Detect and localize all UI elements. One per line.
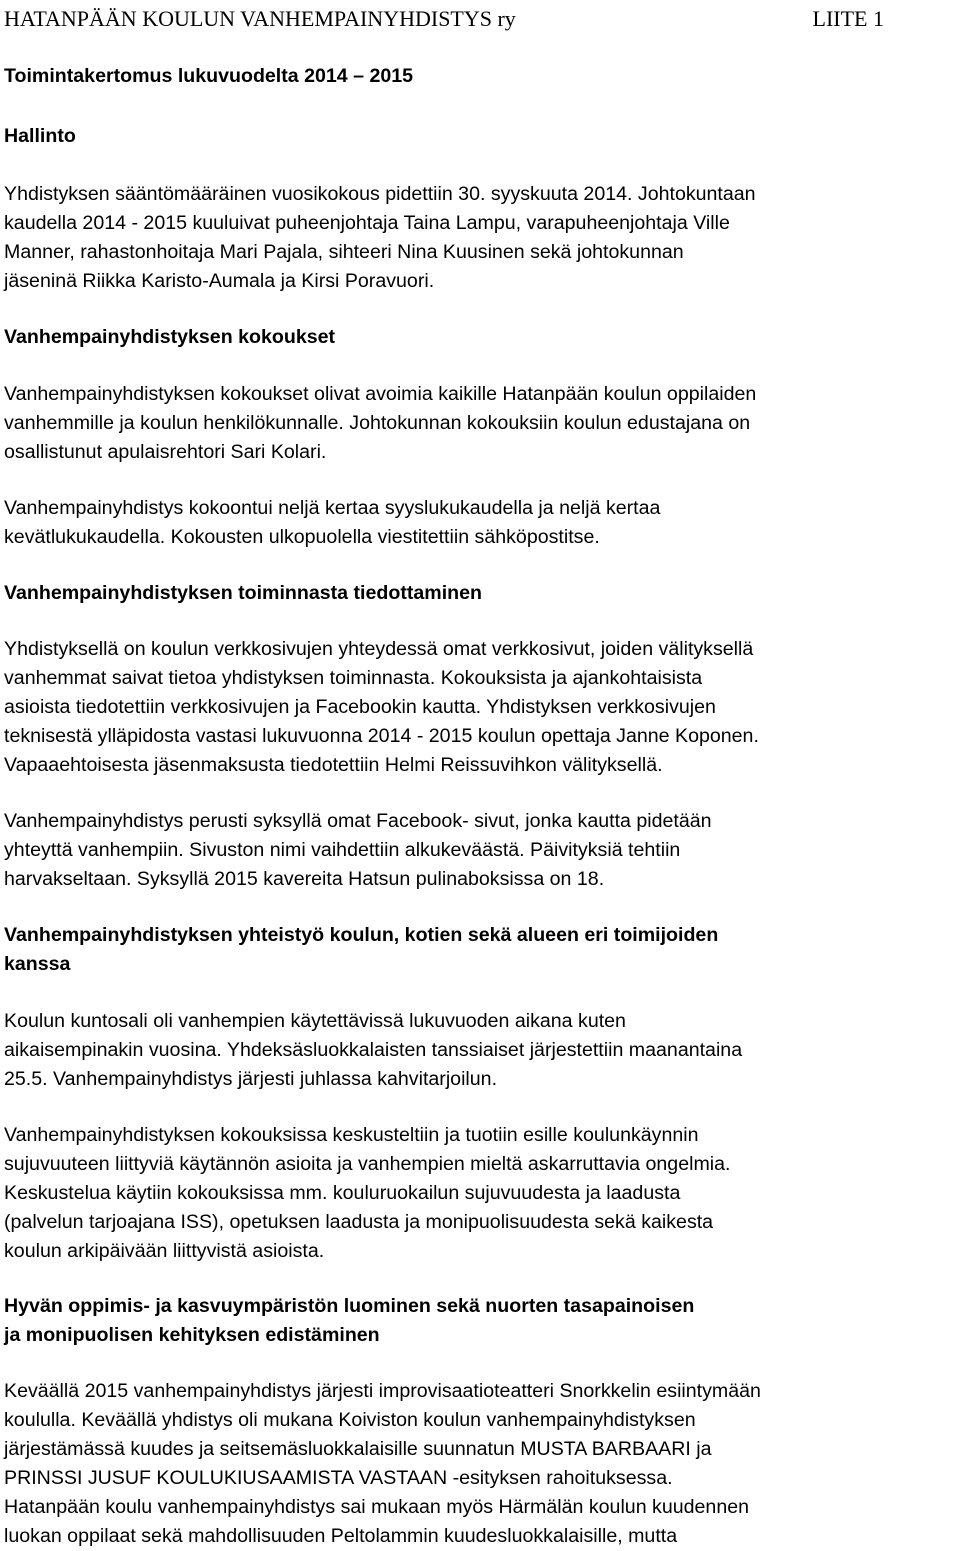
text-line: Vanhempainyhdistyksen kokoukset olivat avoimia kaikille Hatanpään koulun oppilaiden <box>4 383 757 405</box>
text-line: yhteyttä vanhempiin. Sivuston nimi vaihdettiin alkukeväästä. Päivityksiä tehtiin <box>4 839 681 861</box>
text-line: luokan oppilaat sekä mahdollisuuden Peltolammin kuudesluokkalaisille, mutta <box>4 1525 678 1547</box>
text-line: järjestämässä kuudes ja seitsemäsluokkalaisille suunnatun MUSTA BARBAARI ja <box>4 1438 712 1460</box>
section-heading-tiedottaminen: Vanhempainyhdistyksen toiminnasta tiedottaminen <box>4 582 482 604</box>
text-line: Koulun kuntosali oli vanhempien käytettävissä lukuvuoden aikana kuten <box>4 1010 626 1032</box>
text-line: koululla. Keväällä yhdistys oli mukana Koiviston koulun vanhempainyhdistyksen <box>4 1409 696 1431</box>
paragraph-kokoukset-1 <box>4 380 956 467</box>
text-line: sujuvuuteen liittyviä käytännön asioita ja vanhempien mieltä askarruttavia ongelmia. <box>4 1153 731 1175</box>
section-heading-kokoukset: Vanhempainyhdistyksen kokoukset <box>4 326 336 348</box>
paragraph-tiedottaminen-1 <box>4 635 956 780</box>
heading-line: Vanhempainyhdistyksen yhteistyö koulun, kotien sekä alueen eri toimijoiden <box>4 924 719 946</box>
text-line: teknisestä ylläpidosta vastasi lukuvuonna 2014 - 2015 koulun opettaja Janne Koponen. <box>4 725 759 747</box>
text-line: Manner, rahastonhoitaja Mari Pajala, sihteeri Nina Kuusinen sekä johtokunnan <box>4 241 684 263</box>
section-heading-kasvuymparisto <box>4 1292 956 1350</box>
text-line: 25.5. Vanhempainyhdistys järjesti juhlassa kahvitarjoilun. <box>4 1068 498 1090</box>
heading-line: kanssa <box>4 953 71 975</box>
text-line: Yhdistyksellä on koulun verkkosivujen yhteydessä omat verkkosivut, joiden välityksellä <box>4 638 754 660</box>
text-line: aikaisempinakin vuosina. Yhdeksäsluokkalaisten tanssiaiset järjestettiin maanantaina <box>4 1039 743 1061</box>
text-line: Keväällä 2015 vanhempainyhdistys järjesti improvisaatioteatteri Snorkkelin esiintymään <box>4 1380 761 1402</box>
text-line: harvakseltaan. Syksyllä 2015 kavereita Hatsun pulinaboksissa on 18. <box>4 868 605 890</box>
text-line: PRINSSI JUSUF KOULUKIUSAAMISTA VASTAAN -esityksen rahoituksessa. <box>4 1467 673 1489</box>
paragraph-yhteistyo-2 <box>4 1121 956 1266</box>
text-line: Vapaaehtoisesta jäsenmaksusta tiedotettiin Helmi Reissuvihkon välityksellä. <box>4 754 663 776</box>
paragraph-kasvuymparisto-1 <box>4 1377 956 1551</box>
text-line: osallistunut apulaisrehtori Sari Kolari. <box>4 441 327 463</box>
text-line: Vanhempainyhdistyksen kokouksissa keskusteltiin ja tuotiin esille koulunkäynnin <box>4 1124 699 1146</box>
text-line: jäseninä Riikka Karisto-Aumala ja Kirsi Poravuori. <box>4 270 435 292</box>
section-heading-yhteistyo <box>4 921 956 979</box>
text-line: koulun arkipäivään liittyvistä asioista. <box>4 1240 325 1262</box>
text-line: Vanhempainyhdistys perusti syksyllä omat Facebook- sivut, jonka kautta pidetään <box>4 810 712 832</box>
text-line: Hatanpään koulu vanhempainyhdistys sai mukaan myös Härmälän koulun kuudennen <box>4 1496 750 1518</box>
text-line: vanhemmat saivat tietoa yhdistyksen toiminnasta. Kokouksista ja ajankohtaisista <box>4 667 703 689</box>
text-line: kevätlukukaudella. Kokousten ulkopuolella viestitettiin sähköpostitse. <box>4 526 600 548</box>
organization-name: HATANPÄÄN KOULUN VANHEMPAINYHDISTYS ry <box>4 6 516 31</box>
paragraph-hallinto <box>4 180 956 296</box>
paragraph-kokoukset-2 <box>4 494 956 552</box>
section-heading-hallinto: Hallinto <box>4 125 76 147</box>
document-title: Toimintakertomus lukuvuodelta 2014 – 2015 <box>4 65 414 87</box>
document-header <box>4 4 956 34</box>
paragraph-tiedottaminen-2 <box>4 807 956 894</box>
heading-line: ja monipuolisen kehityksen edistäminen <box>4 1324 380 1346</box>
text-line: Vanhempainyhdistys kokoontui neljä kertaa syyslukukaudella ja neljä kertaa <box>4 497 661 519</box>
paragraph-yhteistyo-1 <box>4 1007 956 1094</box>
text-line: vanhemmille ja koulun henkilökunnalle. Johtokunnan kokouksiin koulun edustajana on <box>4 412 751 434</box>
text-line: Yhdistyksen sääntömääräinen vuosikokous pidettiin 30. syyskuuta 2014. Johtokuntaan <box>4 183 756 205</box>
text-line: (palvelun tarjoajana ISS), opetuksen laadusta ja monipuolisuudesta sekä kaikesta <box>4 1211 714 1233</box>
text-line: kaudella 2014 - 2015 kuuluivat puheenjohtaja Taina Lampu, varapuheenjohtaja Ville <box>4 212 730 234</box>
text-line: asioista tiedotettiin verkkosivujen ja Facebookin kautta. Yhdistyksen verkkosivujen <box>4 696 716 718</box>
heading-line: Hyvän oppimis- ja kasvuympäristön luominen sekä nuorten tasapainoisen <box>4 1295 695 1317</box>
text-line: Keskustelua käytiin kokouksissa mm. kouluruokailun sujuvuudesta ja laadusta <box>4 1182 681 1204</box>
attachment-label: LIITE 1 <box>812 6 884 31</box>
